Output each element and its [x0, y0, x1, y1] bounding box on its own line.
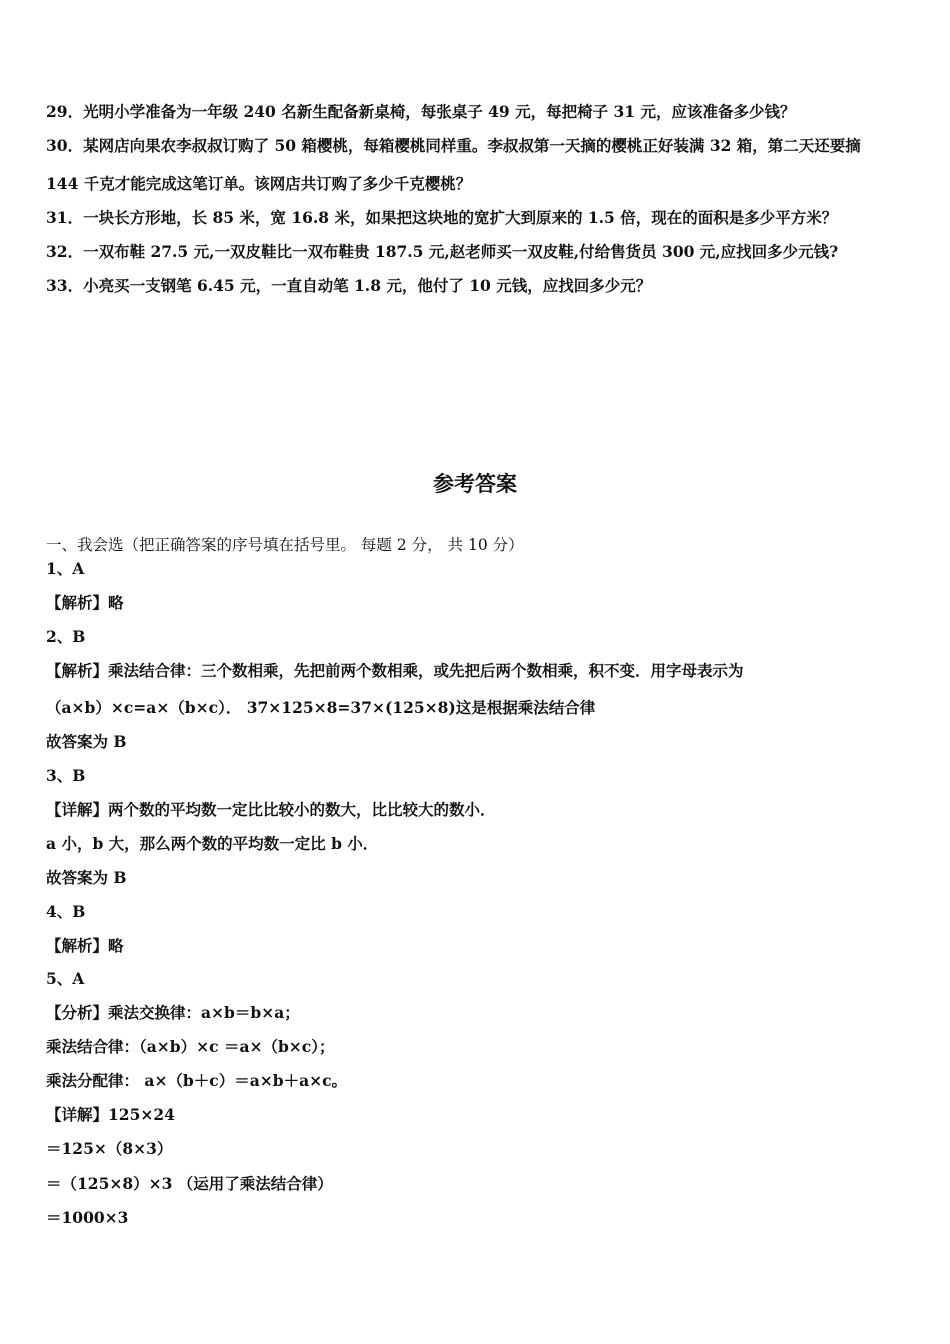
question-30-continued: 144 千克才能完成这笔订单。该网店共订购了多少千克樱桃？ — [46, 174, 472, 193]
answer-line: 乘法分配律： a×（b＋c）＝a×b＋a×c。 — [46, 1071, 348, 1090]
question-33: 33．小亮买一支钢笔 6.45 元，一直自动笔 1.8 元，他付了 10 元钱，应找回多少元？ — [46, 276, 652, 295]
answer-line: 乘法结合律：（a×b）×c ＝a×（b×c）； — [46, 1037, 335, 1056]
answer-line: 1、A — [46, 559, 85, 578]
question-29: 29．光明小学准备为一年级 240 名新生配备新桌椅，每张桌子 49 元，每把椅子 31 元，应该准备多少钱？ — [46, 102, 796, 121]
answer-line: 4、B — [46, 902, 86, 921]
section-heading: 一、我会选（把正确答案的序号填在括号里。 每题 2 分， 共 10 分） — [46, 536, 524, 554]
answer-line: ＝125×（8×3） — [46, 1139, 173, 1158]
answer-line: 5、A — [46, 969, 85, 988]
answer-line: 【详解】125×24 — [46, 1105, 175, 1124]
answer-line: ＝1000×3 — [46, 1208, 129, 1227]
answer-line: a 小，b 大，那么两个数的平均数一定比 b 小． — [46, 834, 379, 853]
answer-line: 2、B — [46, 627, 86, 646]
answer-line: 【解析】乘法结合律：三个数相乘，先把前两个数相乘，或先把后两个数相乘，积不变．用字母表示为 — [46, 661, 744, 680]
question-32: 32．一双布鞋 27.5 元,一双皮鞋比一双布鞋贵 187.5 元,赵老师买一双皮鞋,付给售货员 300 元,应找回多少元钱? — [46, 242, 839, 261]
answer-line: ＝（125×8）×3 （运用了乘法结合律） — [46, 1174, 333, 1193]
answer-line: 故答案为 B — [46, 868, 127, 887]
answer-title: 参考答案 — [433, 472, 517, 496]
answer-line: 【详解】两个数的平均数一定比比较小的数大，比比较大的数小． — [46, 800, 496, 819]
answer-line: （a×b）×c=a×（b×c）． 37×125×8=37×(125×8)这是根据乘法结合律 — [46, 698, 596, 717]
answer-line: 【解析】略 — [46, 936, 124, 955]
question-30: 30．某网店向果农李叔叔订购了 50 箱樱桃，每箱樱桃同样重。李叔叔第一天摘的樱桃正好装满 32 箱，第二天还要摘 — [46, 136, 861, 155]
question-31: 31．一块长方形地，长 85 米，宽 16.8 米，如果把这块地的宽扩大到原来的 1.5 倍，现在的面积是多少平方米？ — [46, 208, 838, 227]
answer-line: 故答案为 B — [46, 732, 127, 751]
answer-line: 【解析】略 — [46, 593, 124, 612]
answer-line: 3、B — [46, 766, 86, 785]
answer-line: 【分析】乘法交换律：a×b＝b×a； — [46, 1003, 300, 1022]
